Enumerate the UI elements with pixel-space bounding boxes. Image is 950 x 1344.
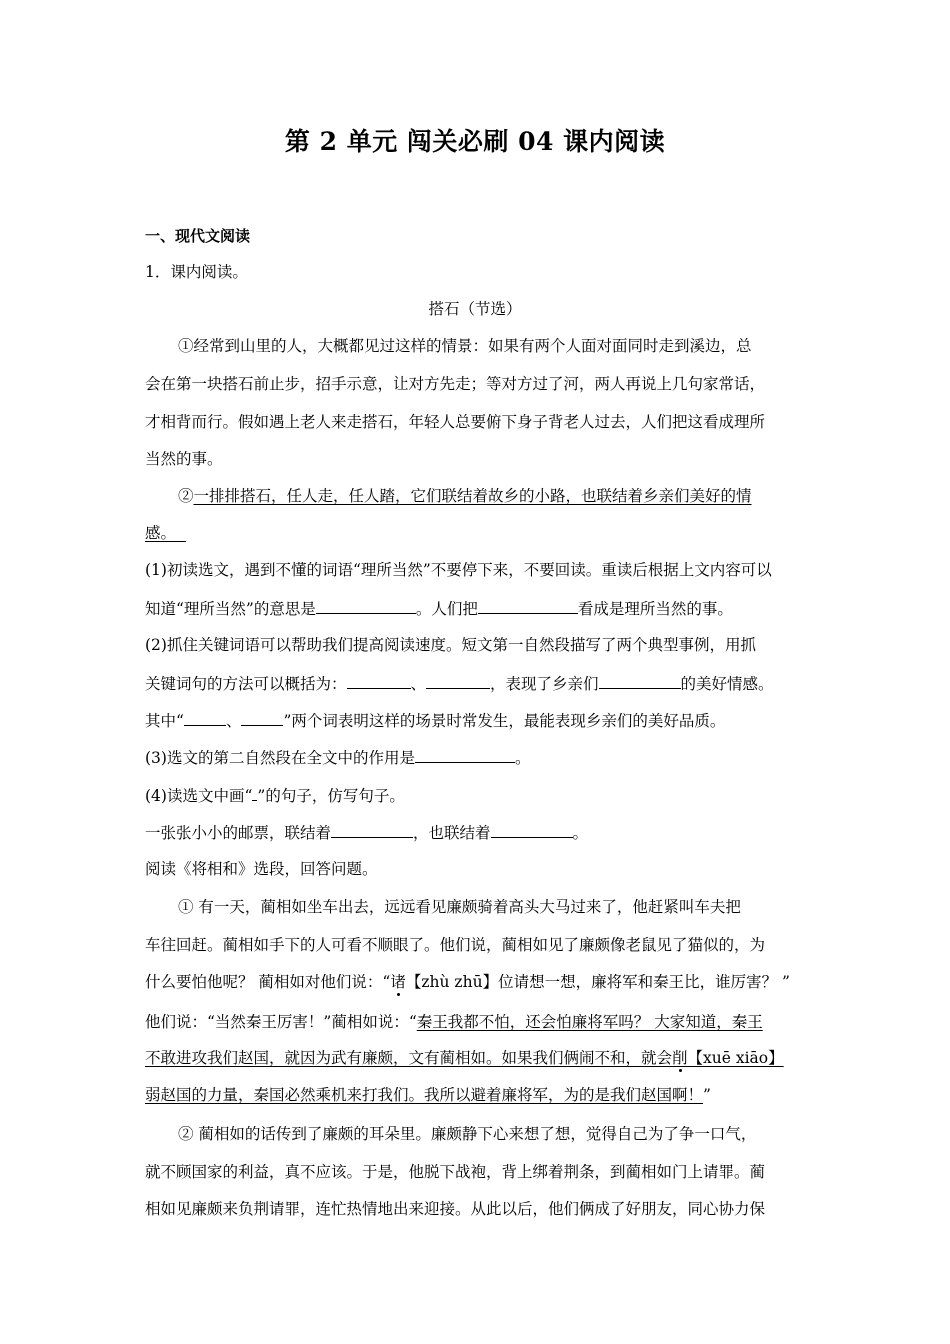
passage-line — [145, 1048, 810, 1068]
question-1-2: (2)抓住关键词语可以帮助我们提高阅读速度。短文第一自然段描写了两个典型事例，用抓 — [145, 636, 756, 654]
passage-text: ” — [703, 1086, 711, 1104]
paragraph-number: ② — [178, 487, 194, 505]
passage-line: 就不顾国家的利益，真不应该。于是，他脱下战袍，背上绑着荆条，到蔺相如门上请罪。蔺 — [145, 1163, 766, 1181]
underlined-sentence: 一排排搭石，任人走，任人踏，它们联结着故乡的小路，也联结着乡亲们美好的情 — [193, 487, 752, 505]
underlined-sentence: 弱赵国的力量，秦国必然乘机来打我们。我所以避着廉将军，为的是我们赵国啊！ — [145, 1086, 704, 1104]
page-title: 第 2 单元 闯关必刷 04 课内阅读 — [284, 127, 666, 156]
passage-text: 【zhù zhū】位请想一想，廉将军和秦王比，谁厉害？ ” — [405, 973, 790, 991]
answer-blank[interactable] — [347, 673, 411, 689]
question-1-1-blanks — [145, 598, 810, 619]
answer-blank[interactable] — [331, 822, 413, 838]
question-1-2-blanks — [145, 673, 810, 694]
passage-line — [145, 1085, 810, 1105]
question-text: 的美好情感。 — [680, 675, 774, 693]
passage-line: 车往回赶。蔺相如手下的人可看不顺眼了。他们说，蔺相如见了廉颇像老鼠见了猫似的，为 — [145, 936, 766, 954]
underlined-sentence: 【xuē xiāo】 — [687, 1049, 784, 1067]
passage-line: ① 有一天，蔺相如坐车出去，远远看见廉颇骑着高头大马过来了，他赶紧叫车夫把 — [178, 898, 741, 916]
question-1-4 — [145, 785, 810, 806]
answer-blank[interactable] — [491, 822, 573, 838]
question-text: ，也联结着 — [413, 824, 491, 842]
question-1-2-blanks — [145, 710, 810, 731]
passage-text: 他们说：“当然秦王厉害！”蔺相如说：“ — [145, 1013, 417, 1031]
question-text: 、 — [225, 712, 242, 730]
passage-title: 搭石（节选） — [428, 300, 522, 318]
underlined-sentence: 秦王我都不怕，还会怕廉将军吗？ 大家知道，秦王 — [416, 1013, 763, 1031]
answer-blank[interactable] — [241, 710, 283, 726]
question-text: ”两个词表明这样的场景时常发生，最能表现乡亲们的美好品质。 — [283, 712, 726, 730]
passage-line: 会在第一块搭石前止步，招手示意，让对方先走；等对方过了河，两人再说上几句家常话， — [145, 375, 766, 393]
answer-blank[interactable] — [478, 598, 578, 614]
question-1-label: 1．课内阅读。 — [145, 263, 248, 281]
answer-blank[interactable] — [316, 598, 416, 614]
dotted-character: 削 — [672, 1049, 688, 1067]
question-text: 看成是理所当然的事。 — [577, 600, 733, 618]
underlined-sentence: 不敢进攻我们赵国，就因为武有廉颇，文有蔺相如。如果我们俩闹不和，就会 — [145, 1049, 673, 1067]
question-text: (4)读选文中画“ — [145, 787, 253, 805]
question-text: 其中“ — [145, 712, 184, 730]
question-text: 。 — [514, 749, 531, 767]
question-1-3 — [145, 747, 810, 768]
question-1-4-blanks — [145, 822, 810, 843]
passage-text: 什么要怕他呢？ 蔺相如对他们说：“ — [145, 973, 391, 991]
passage-line: 当然的事。 — [145, 450, 223, 468]
question-text: 。人们把 — [415, 600, 478, 618]
question-text: ”的句子，仿写句子。 — [257, 787, 405, 805]
underlined-sentence: 感。 — [145, 524, 177, 542]
reading-intro: 阅读《将相和》选段，回答问题。 — [145, 860, 378, 878]
answer-blank[interactable] — [599, 673, 681, 689]
dotted-character: 诸 — [390, 973, 406, 991]
passage-line — [145, 523, 810, 543]
question-text: 关键词句的方法可以概括为： — [145, 675, 347, 693]
question-1-1: (1)初读选文，遇到不懂的词语“理所当然”不要停下来，不要回读。重读后根据上文内容可以 — [145, 561, 772, 579]
answer-blank[interactable] — [415, 747, 515, 763]
section-heading: 一、现代文阅读 — [145, 227, 251, 245]
answer-blank[interactable] — [426, 673, 490, 689]
question-text: ，表现了乡亲们 — [490, 675, 599, 693]
question-text: 一张张小小的邮票，联结着 — [145, 824, 332, 842]
passage-line: ② 蔺相如的话传到了廉颇的耳朵里。廉颇静下心来想了想，觉得自己为了争一口气， — [178, 1125, 757, 1143]
question-text: (3)选文的第二自然段在全文中的作用是 — [145, 749, 415, 767]
passage-line — [145, 972, 810, 992]
passage-line — [145, 1012, 810, 1032]
passage-line — [145, 486, 843, 506]
question-text: 知道“理所当然”的意思是 — [145, 600, 316, 618]
passage-line: 相如见廉颇来负荆请罪，连忙热情地出来迎接。从此以后，他们俩成了好朋友，同心协力保 — [145, 1200, 766, 1218]
answer-blank[interactable] — [184, 710, 226, 726]
passage-line: 才相背而行。假如遇上老人来走搭石，年轻人总要俯下身子背老人过去，人们把这看成理所 — [145, 413, 766, 431]
passage-line: ①经常到山里的人，大概都见过这样的情景：如果有两个人面对面同时走到溪边，总 — [178, 337, 752, 355]
question-text: 。 — [572, 824, 589, 842]
question-text: 、 — [410, 675, 427, 693]
